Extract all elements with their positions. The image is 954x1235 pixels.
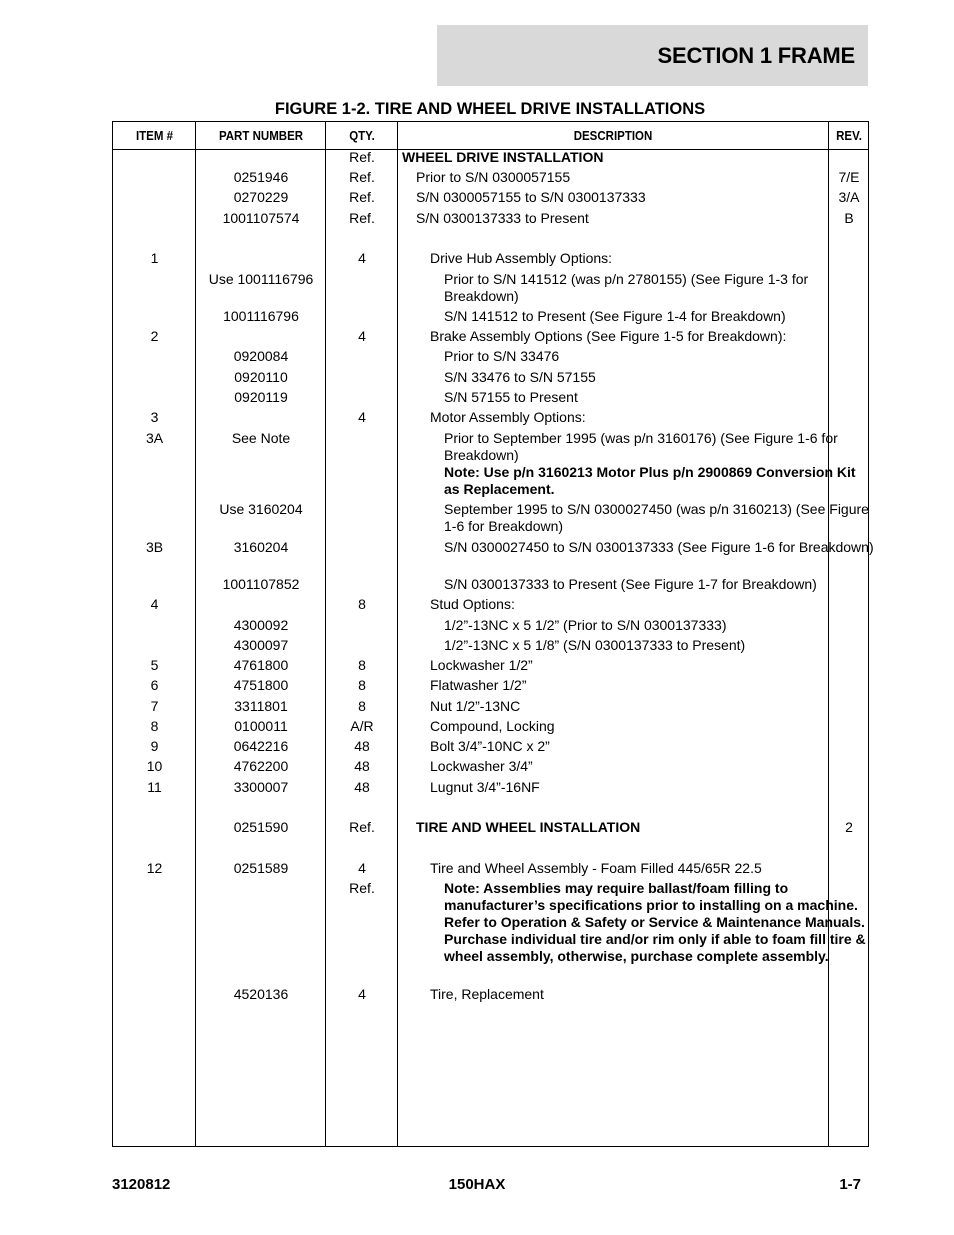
description-cell: Motor Assembly Options: — [430, 409, 586, 425]
footer-document-number: 3120812 — [112, 1176, 171, 1193]
part-number-cell: 0251589 — [233, 860, 289, 876]
revision-cell: B — [844, 210, 854, 226]
part-number-cell: 3311801 — [234, 698, 288, 714]
part-number-cell: 0251590 — [233, 819, 289, 835]
description-cell: Lugnut 3/4”-16NF — [430, 779, 540, 795]
description-cell: September 1995 to S/N 0300027450 (was p/n 3160213) (See Figure 1-6 for Breakdown) — [444, 501, 869, 534]
quantity-cell: Ref. — [349, 189, 375, 205]
part-number-cell: 0920084 — [233, 348, 289, 364]
description-cell: S/N 57155 to Present — [444, 389, 578, 405]
quantity-cell: 8 — [358, 657, 366, 673]
quantity-cell: 48 — [354, 779, 370, 795]
description-cell: Drive Hub Assembly Options: — [430, 250, 613, 266]
part-number-cell: 3160204 — [233, 539, 289, 555]
description-cell: Prior to September 1995 (was p/n 3160176) (See Figure 1-6 for Breakdown) — [444, 430, 838, 463]
revision-cell: 7/E — [838, 169, 860, 185]
description-cell: S/N 0300027450 to S/N 0300137333 (See Figure 1-6 for Breakdown) — [444, 539, 874, 555]
description-cell: S/N 141512 to Present (See Figure 1-4 for Breakdown) — [444, 308, 786, 324]
revision-cell: 3/A — [838, 189, 860, 205]
description-cell: S/N 0300137333 to Present — [416, 210, 589, 226]
item-number-cell: 3 — [150, 409, 159, 425]
quantity-cell: Ref. — [349, 210, 375, 226]
item-number-cell: 5 — [150, 657, 159, 673]
part-number-cell: Use 1001116796 — [208, 271, 314, 287]
part-number-cell: 4751800 — [233, 677, 289, 693]
part-number-cell: 1001116796 — [223, 308, 299, 324]
quantity-cell: 48 — [354, 738, 370, 754]
item-number-cell: 9 — [150, 738, 159, 754]
description-cell: WHEEL DRIVE INSTALLATION — [402, 149, 604, 165]
item-number-cell: 3B — [145, 539, 164, 555]
description-cell: Lockwasher 3/4” — [430, 758, 533, 774]
part-number-cell: 0920110 — [234, 369, 288, 385]
description-cell: Tire and Wheel Assembly - Foam Filled 445/65R 22.5 — [430, 860, 762, 876]
quantity-cell: Ref. — [349, 819, 375, 835]
quantity-cell: Ref. — [349, 169, 375, 185]
description-cell: S/N 33476 to S/N 57155 — [444, 369, 596, 385]
description-cell: Prior to S/N 0300057155 — [416, 169, 571, 185]
item-number-cell: 2 — [150, 328, 159, 344]
description-cell: Bolt 3/4”-10NC x 2” — [430, 738, 550, 754]
quantity-cell: 48 — [354, 758, 370, 774]
part-number-cell: 4520136 — [233, 986, 289, 1002]
quantity-cell: 4 — [358, 409, 366, 425]
part-number-cell: 0251946 — [233, 169, 289, 185]
description-cell: 1/2”-13NC x 5 1/2” (Prior to S/N 0300137333) — [444, 617, 727, 633]
part-number-cell: 1001107574 — [222, 210, 300, 226]
quantity-cell: 4 — [358, 986, 366, 1002]
figure-title: FIGURE 1-2. TIRE AND WHEEL DRIVE INSTALLATIONS — [274, 100, 706, 118]
quantity-cell: Ref. — [349, 880, 375, 896]
column-header-description: DESCRIPTION — [573, 128, 653, 143]
part-number-cell: 0270229 — [233, 189, 289, 205]
quantity-cell: A/R — [350, 718, 374, 734]
item-number-cell: 10 — [146, 758, 163, 774]
description-cell: Prior to S/N 141512 (was p/n 2780155) (See Figure 1-3 for Breakdown) — [444, 271, 809, 304]
revision-cell: 2 — [845, 819, 853, 835]
description-cell: Lockwasher 1/2” — [430, 657, 533, 673]
column-header-part-number: PART NUMBER — [218, 128, 304, 143]
item-number-cell: 8 — [150, 718, 159, 734]
quantity-cell: 8 — [358, 596, 366, 612]
description-cell: 1/2”-13NC x 5 1/8” (S/N 0300137333 to Present) — [444, 637, 746, 653]
section-header — [437, 25, 868, 86]
description-cell: Brake Assembly Options (See Figure 1-5 for Breakdown): — [430, 328, 787, 344]
item-number-cell: 11 — [147, 779, 162, 795]
part-number-cell: 1001107852 — [222, 576, 300, 592]
part-number-cell: 4761800 — [233, 657, 289, 673]
column-header-item: ITEM # — [135, 128, 174, 143]
description-cell: Stud Options: — [430, 596, 515, 612]
column-header-rev: REV. — [836, 128, 862, 143]
footer-model: 150HAX — [448, 1176, 506, 1193]
description-cell: S/N 0300137333 to Present (See Figure 1-7 for Breakdown) — [444, 576, 817, 592]
item-number-cell: 6 — [150, 677, 159, 693]
quantity-cell: 4 — [358, 328, 366, 344]
quantity-cell: 8 — [358, 698, 366, 714]
item-number-cell: 7 — [150, 698, 159, 714]
description-cell: Note: Use p/n 3160213 Motor Plus p/n 2900869 Conversion Kit as Replacement. — [444, 464, 856, 497]
description-cell: Note: Assemblies may require ballast/foam filling to manufacturer’s specifications prior to installing on a machine. Refer to Operation & Safety or Service & Maintenance Manuals. Purchase individual tire and/or rim only if able to foam fill tire & wheel assembly, otherwise, purchase complete assembly. — [444, 880, 866, 964]
item-number-cell: 3A — [145, 430, 164, 446]
part-number-cell: 4300092 — [233, 617, 289, 633]
part-number-cell: 4300097 — [233, 637, 289, 653]
part-number-cell: 0920119 — [234, 389, 288, 405]
description-cell: Nut 1/2”-13NC — [430, 698, 521, 714]
column-header-qty: QTY. — [349, 128, 375, 143]
footer-page-number: 1-7 — [839, 1176, 861, 1193]
description-cell: Tire, Replacement — [430, 986, 544, 1002]
quantity-cell: 4 — [358, 860, 366, 876]
part-number-cell: Use 3160204 — [219, 501, 303, 517]
description-cell: Compound, Locking — [430, 718, 555, 734]
part-number-cell: 0642216 — [233, 738, 289, 754]
description-cell: TIRE AND WHEEL INSTALLATION — [416, 819, 641, 835]
item-number-cell: 4 — [150, 596, 159, 612]
section-title: SECTION 1 FRAME — [657, 42, 855, 68]
part-number-cell: 4762200 — [233, 758, 289, 774]
quantity-cell: Ref. — [349, 149, 375, 165]
part-number-cell: See Note — [231, 430, 291, 446]
item-number-cell: 1 — [150, 250, 159, 266]
quantity-cell: 4 — [358, 250, 366, 266]
description-cell: Prior to S/N 33476 — [444, 348, 560, 364]
description-cell: S/N 0300057155 to S/N 0300137333 — [416, 189, 646, 205]
parts-table — [112, 121, 874, 1147]
part-number-cell: 3300007 — [233, 779, 289, 795]
item-number-cell: 12 — [146, 860, 163, 876]
quantity-cell: 8 — [358, 677, 366, 693]
part-number-cell: 0100011 — [234, 718, 288, 734]
description-cell: Flatwasher 1/2” — [430, 677, 527, 693]
